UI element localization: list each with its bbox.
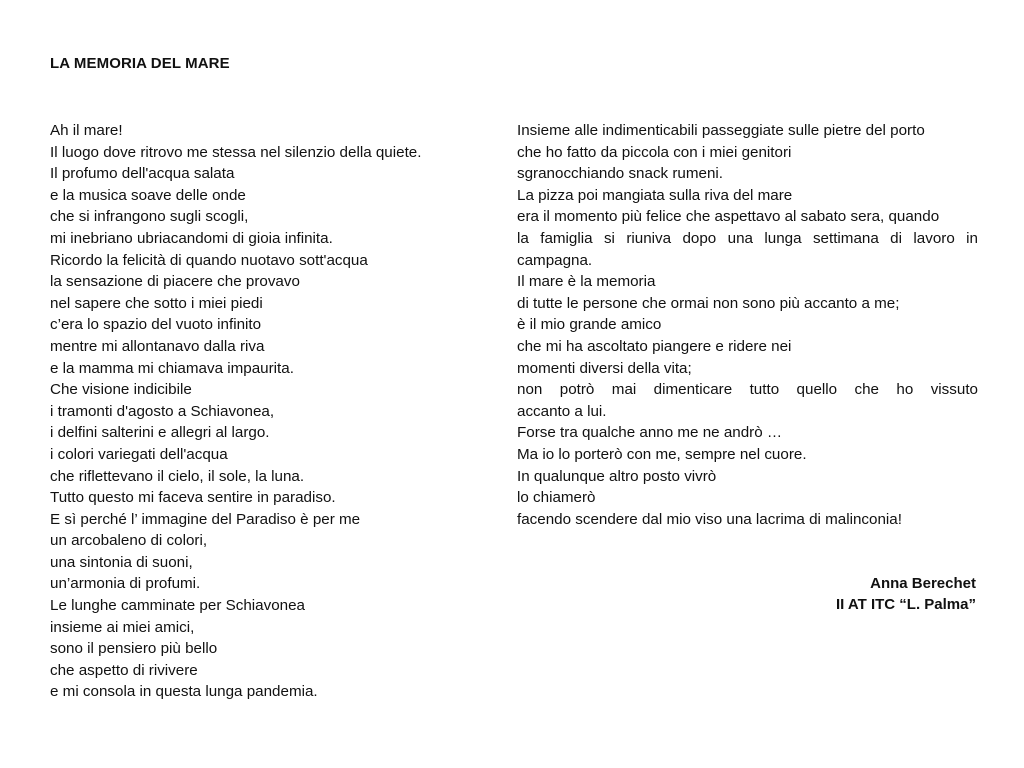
poem-line: era il momento più felice che aspettavo al sabato sera, quando <box>517 208 940 226</box>
poem-line: nel sapere che sotto i miei piedi <box>50 294 263 312</box>
poem-line: i tramonti d'agosto a Schiavonea, <box>50 402 275 420</box>
poem-line: Che visione indicibile <box>50 381 192 399</box>
poem-left-column <box>50 120 490 703</box>
poem-line: lo chiamerò <box>517 489 596 507</box>
poem-line: è il mio grande amico <box>517 316 662 334</box>
poem-right-column <box>517 120 978 530</box>
poem-line: di tutte le persone che ormai non sono più accanto a me; <box>517 294 900 312</box>
poem-line: che aspetto di rivivere <box>50 661 198 679</box>
poem-line: Il mare è la memoria <box>517 273 656 291</box>
poem-line: accanto a lui. <box>517 402 607 420</box>
poem-line: Le lunghe camminate per Schiavonea <box>50 597 305 615</box>
poem-line: e mi consola in questa lunga pandemia. <box>50 683 318 701</box>
author-name: Anna Berechet <box>870 575 976 592</box>
signature-block <box>836 573 976 615</box>
author-class: II AT ITC “L. Palma” <box>835 596 976 613</box>
poem-line: Ma io lo porterò con me, sempre nel cuore. <box>517 445 807 463</box>
poem-line: In qualunque altro posto vivrò <box>517 467 717 485</box>
poem-line: campagna. <box>517 251 593 269</box>
poem-line: E sì perché l’ immagine del Paradiso è per me <box>50 510 361 528</box>
poem-line: Ah il mare! <box>50 122 123 139</box>
poem-line: un’armonia di profumi. <box>50 575 201 593</box>
poem-title: LA MEMORIA DEL MARE <box>50 55 230 72</box>
poem-line: che ho fatto da piccola con i miei genitori <box>517 143 792 161</box>
poem-line: facendo scendere dal mio viso una lacrima di malinconia! <box>517 510 902 528</box>
poem-line: Il luogo dove ritrovo me stessa nel silenzio della quiete. <box>50 143 422 161</box>
poem-line: mentre mi allontanavo dalla riva <box>50 337 265 355</box>
poem-line: mi inebriano ubriacandomi di gioia infinita. <box>50 229 333 247</box>
poem-line: i delfini salterini e allegri al largo. <box>50 424 270 442</box>
poem-line: Ricordo la felicità di quando nuotavo sott'acqua <box>50 251 368 269</box>
poem-line: i colori variegati dell'acqua <box>50 445 228 463</box>
poem-line: Insieme alle indimenticabili passeggiate sulle pietre del porto <box>517 122 925 139</box>
poem-line: Forse tra qualche anno me ne andrò … <box>517 424 783 442</box>
poem-line: la sensazione di piacere che provavo <box>50 273 300 291</box>
poem-line: non potrò mai dimenticare tutto quello che ho vissuto <box>517 381 978 399</box>
poem-line: La pizza poi mangiata sulla riva del mare <box>517 186 793 204</box>
poem-line: un arcobaleno di colori, <box>50 532 208 550</box>
poem-line: e la mamma mi chiamava impaurita. <box>50 359 294 377</box>
poem-line: che riflettevano il cielo, il sole, la luna. <box>50 467 305 485</box>
poem-line: una sintonia di suoni, <box>50 553 193 571</box>
poem-line: c’era lo spazio del vuoto infinito <box>50 316 262 334</box>
poem-line: momenti diversi della vita; <box>517 359 692 377</box>
poem-line: Il profumo dell'acqua salata <box>50 165 235 183</box>
poem-line: sgranocchiando snack rumeni. <box>517 165 723 183</box>
poem-line: che si infrangono sugli scogli, <box>50 208 249 226</box>
poem-line: insieme ai miei amici, <box>50 618 195 636</box>
poem-line: la famiglia si riuniva dopo una lunga settimana di lavoro in <box>517 229 978 247</box>
poem-line: che mi ha ascoltato piangere e ridere nei <box>517 337 792 355</box>
poem-line: Tutto questo mi faceva sentire in paradiso. <box>50 489 336 507</box>
poem-line: sono il pensiero più bello <box>50 640 218 658</box>
poem-line: e la musica soave delle onde <box>50 186 246 204</box>
